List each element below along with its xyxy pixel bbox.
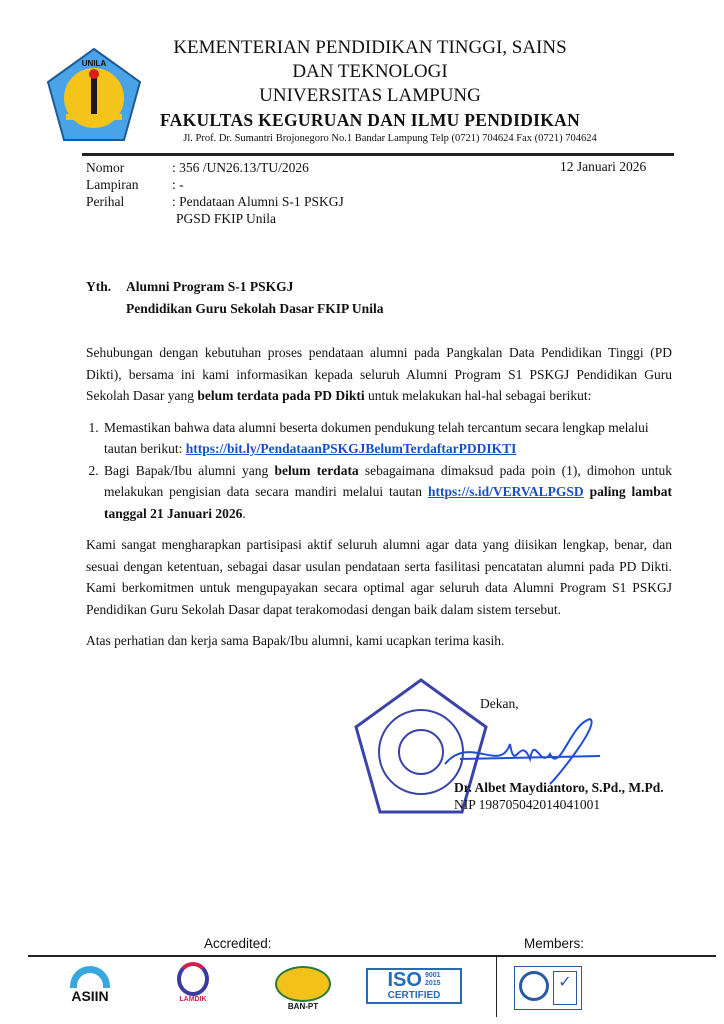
letter-date: 12 Januari 2026 xyxy=(560,159,647,174)
address: Jl. Prof. Dr. Sumantri Brojonegoro No.1 Bandar Lampung Telp (0721) 704624 Fax (0721) 704624 xyxy=(183,133,597,144)
iso-certified-logo xyxy=(366,968,462,1004)
members-logo: ✓ xyxy=(514,966,582,1010)
lampiran-row xyxy=(86,176,184,193)
paragraph-intro xyxy=(86,342,672,407)
ministry-line-2: DAN TEKNOLOGI xyxy=(292,61,448,82)
verval-link[interactable]: https://s.id/VERVALPGSD xyxy=(427,484,584,499)
ministry-line-1: KEMENTERIAN PENDIDIKAN TINGGI, SAINS xyxy=(173,37,567,58)
logo-text: ISO xyxy=(387,968,422,991)
signatory-nip: NIP 198705042014041001 xyxy=(454,797,601,812)
perihal-row xyxy=(86,193,344,210)
list-item xyxy=(102,460,672,525)
recipient-line-2: Pendidikan Guru Sekolah Dasar FKIP Unila xyxy=(126,301,384,316)
university-logo xyxy=(44,46,144,146)
recipient xyxy=(86,276,383,320)
footer-divider xyxy=(28,955,716,957)
perihal-value: : Pendataan Alumni S-1 PSKGJ xyxy=(172,194,344,209)
text: untuk melakukan hal-hal sebagai berikut: xyxy=(364,388,592,403)
logo-text: CERTIFIED xyxy=(387,990,441,1001)
signature-title: Dekan, xyxy=(480,696,519,711)
logo-text: LAMDIK xyxy=(179,996,207,1003)
paragraph-closing: Atas perhatian dan kerja sama Bapak/Ibu alumni, kami ucapkan terima kasih. xyxy=(86,633,505,648)
nomor-row xyxy=(86,159,309,176)
paragraph-participation: Kami sangat mengharapkan partisipasi aktif seluruh alumni agar data yang diisikan lengkap, benar, dan sesuai dengan ketentuan, sebagai dasar usulan pendataan serta fasilitasi pencatatan alumni pada PD Dikti. Kami berkomitmen untuk mengupayakan secara optimal agar seluruh data Alumni Program S1 PSKGJ Pendidikan Guru Sekolah Dasar dapat terakomodasi dengan baik dalam sistem tersebut. xyxy=(86,537,672,617)
svg-text:UNILA: UNILA xyxy=(81,59,107,68)
logo-text: 9001 xyxy=(424,972,441,979)
signatory-name: Dr. Albet Maydiantoro, S.Pd., M.Pd. xyxy=(454,780,664,795)
university-name: UNIVERSITAS LAMPUNG xyxy=(259,85,481,106)
recipient-prefix: Yth. xyxy=(86,279,112,294)
text: . xyxy=(242,505,246,521)
faculty-name: FAKULTAS KEGURUAN DAN ILMU PENDIDIKAN xyxy=(159,110,581,130)
text: Memastikan bahwa data alumni beserta dokumen pendukung telah tercantum secara lengkap melalui tautan berikut: xyxy=(104,419,649,456)
header-divider xyxy=(82,153,674,156)
asiin-logo xyxy=(60,966,120,1004)
emphasis: belum terdata xyxy=(274,462,359,478)
logo-text: BAN-PT xyxy=(287,1002,319,1011)
members-label: Members: xyxy=(524,936,585,951)
emphasis: belum terdata pada PD Dikti xyxy=(197,388,365,403)
nomor-value: : 356 /UN26.13/TU/2026 xyxy=(172,160,309,175)
lamdik-logo xyxy=(168,962,218,1003)
text: Sehubungan dengan kebutuhan proses pendataan alumni pada Pangkalan Data Pendidikan Tinggi (PD Dikti), bersama ini kami informasikan kepada seluruh Alumni Program S1 PSKGJ Pendidikan Guru Sekolah Dasar yang xyxy=(86,345,672,403)
logo-text: 2015 xyxy=(424,980,441,987)
text: sebagaimana dimaksud pada poin (1), dimohon untuk melakukan pengisian data secara mandiri melalui tautan xyxy=(104,462,672,499)
recipient-line-1: Alumni Program S-1 PSKGJ xyxy=(126,279,294,294)
nomor-label: Nomor xyxy=(86,160,125,175)
deadline: paling lambat tanggal 21 Januari 2026 xyxy=(104,484,672,521)
letter-body xyxy=(86,342,672,662)
list-item xyxy=(102,417,672,460)
perihal-value-2: PGSD FKIP Unila xyxy=(176,211,277,226)
pendataan-link[interactable]: https://bit.ly/PendataanPSKGJBelumTerdaftarPDDIKTI xyxy=(185,441,517,456)
accredited-label: Accredited: xyxy=(204,936,272,951)
perihal-label: Perihal xyxy=(86,194,125,209)
lampiran-value: : - xyxy=(172,177,184,192)
ban-pt-logo xyxy=(272,966,334,1011)
logo-text: ASIIN xyxy=(71,988,109,1004)
text: Bagi Bapak/Ibu alumni yang xyxy=(104,462,275,478)
footer-vertical-divider xyxy=(496,957,497,1017)
lampiran-label: Lampiran xyxy=(86,177,139,192)
